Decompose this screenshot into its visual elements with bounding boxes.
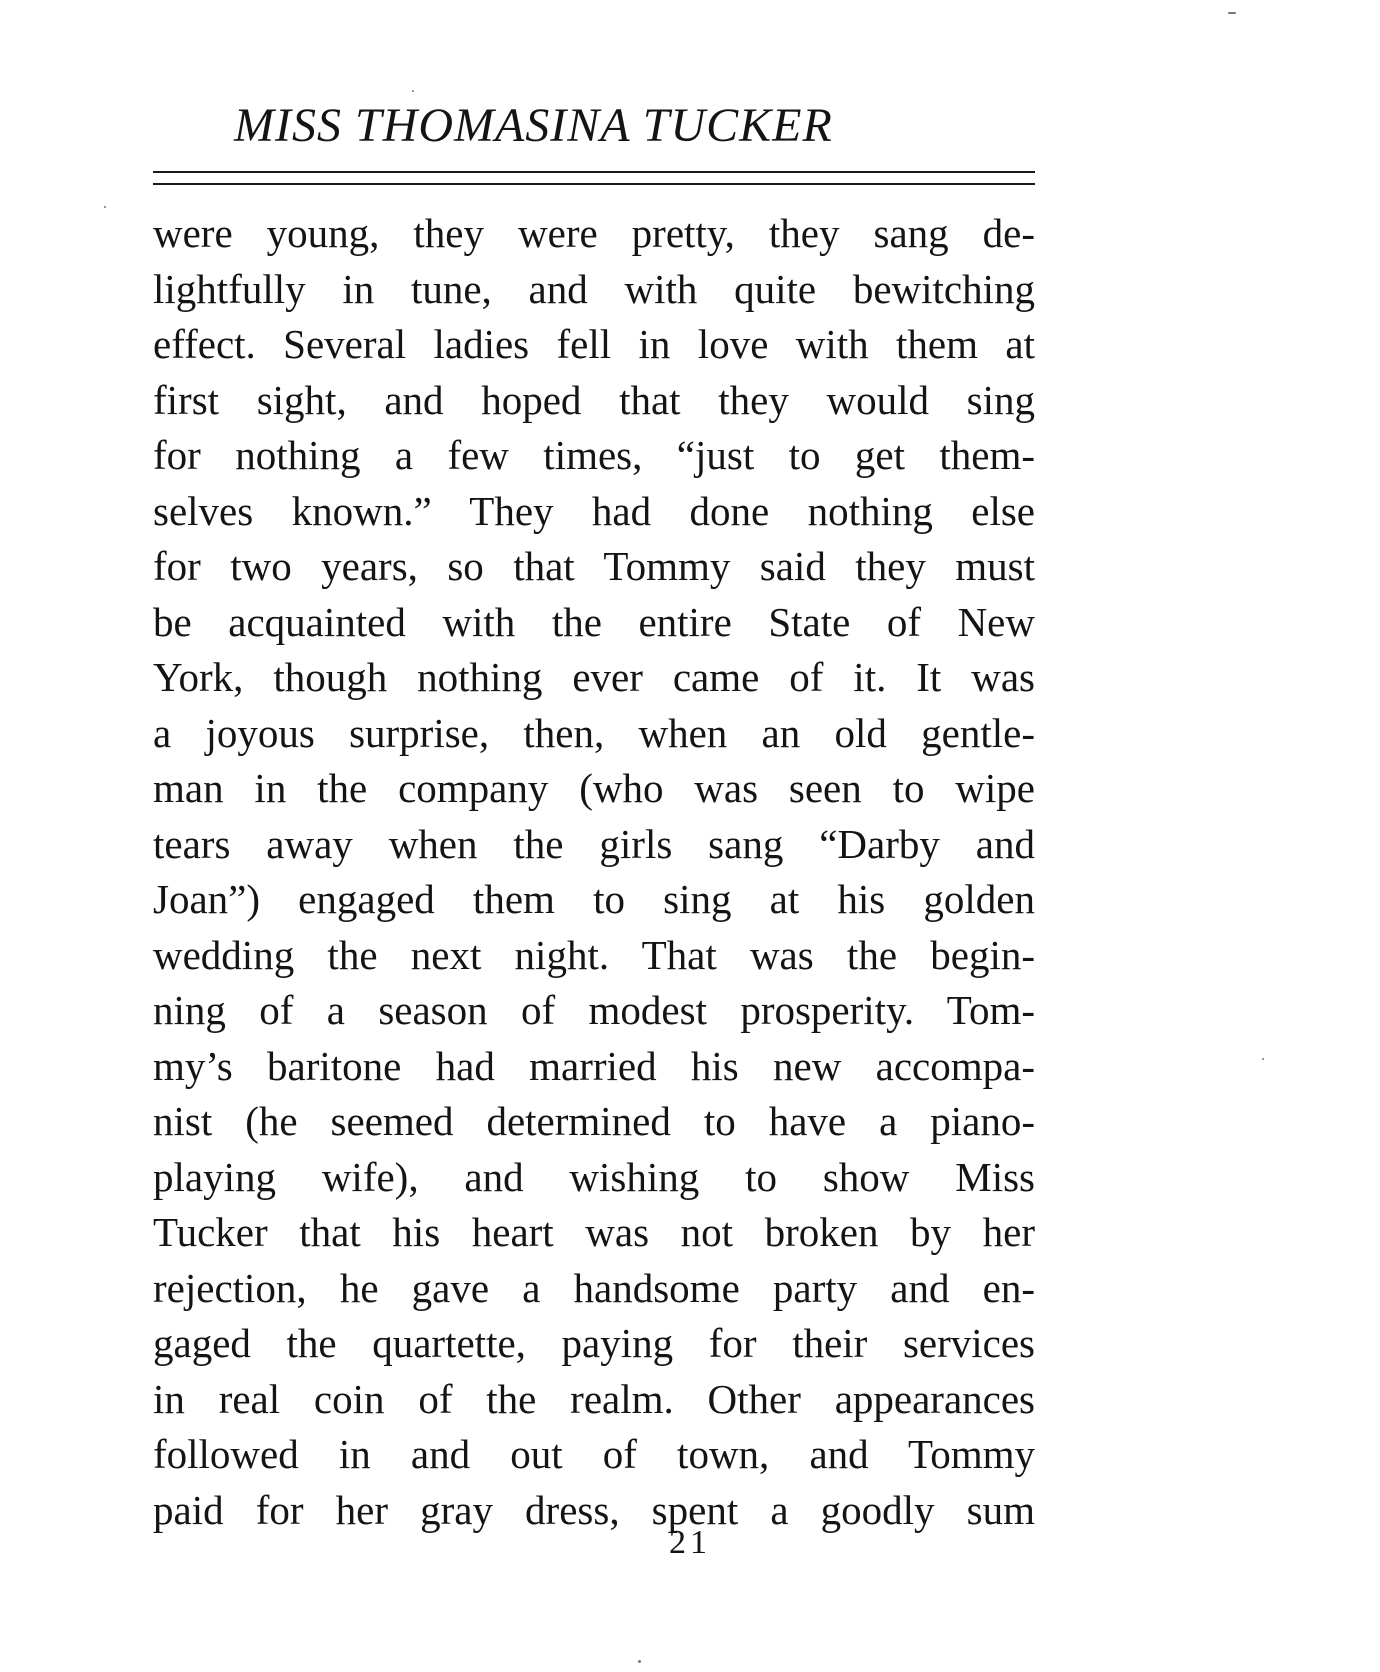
text-line: man in the company (who was seen to wipe <box>153 765 1035 811</box>
scan-speck <box>1262 1058 1264 1060</box>
text-line: were young, they were pretty, they sang de- <box>153 210 1035 256</box>
text-line: York, though nothing ever came of it. It was <box>153 654 1035 700</box>
text-line: for two years, so that Tommy said they must <box>153 543 1035 589</box>
scan-speck <box>104 206 106 208</box>
text-line: wedding the next night. That was the begin- <box>153 931 1035 978</box>
scan-speck <box>412 90 414 92</box>
page-number: 21 <box>669 1524 711 1561</box>
text-line: for nothing a few times, “just to get them- <box>153 432 1035 478</box>
text-line: selves known.” They had done nothing else <box>153 487 1035 534</box>
text-line: playing wife), and wishing to show Miss <box>153 1153 1035 1200</box>
text-line: ning of a season of modest prosperity. Tom- <box>153 987 1035 1033</box>
text-line: followed in and out of town, and Tommy <box>153 1431 1035 1477</box>
text-line: first sight, and hoped that they would sing <box>153 376 1035 423</box>
text-line: effect. Several ladies fell in love with them at <box>153 321 1035 367</box>
header-rule-top <box>153 171 1035 173</box>
text-line: gaged the quartette, paying for their services <box>153 1320 1035 1366</box>
text-line: paid for her gray dress, spent a goodly sum <box>153 1486 1035 1533</box>
text-line: lightfully in tune, and with quite bewitching <box>153 265 1035 312</box>
text-line: my’s baritone had married his new accompa- <box>153 1042 1035 1089</box>
text-line: nist (he seemed determined to have a piano- <box>153 1098 1035 1144</box>
text-line: rejection, he gave a handsome party and en- <box>153 1264 1035 1311</box>
text-line: in real coin of the realm. Other appearances <box>153 1375 1035 1422</box>
text-line: a joyous surprise, then, when an old gentle- <box>153 709 1035 756</box>
scan-speck <box>638 1660 641 1663</box>
text-line: Joan”) engaged them to sing at his golden <box>153 876 1035 922</box>
scan-speck <box>1228 12 1236 14</box>
header-rule-bottom <box>153 183 1035 185</box>
text-line: tears away when the girls sang “Darby and <box>153 820 1035 867</box>
running-head-title: MISS THOMASINA TUCKER <box>234 99 833 152</box>
text-line: Tucker that his heart was not broken by her <box>153 1209 1035 1255</box>
body-text <box>153 206 1035 1538</box>
text-line: be acquainted with the entire State of New <box>153 598 1035 645</box>
